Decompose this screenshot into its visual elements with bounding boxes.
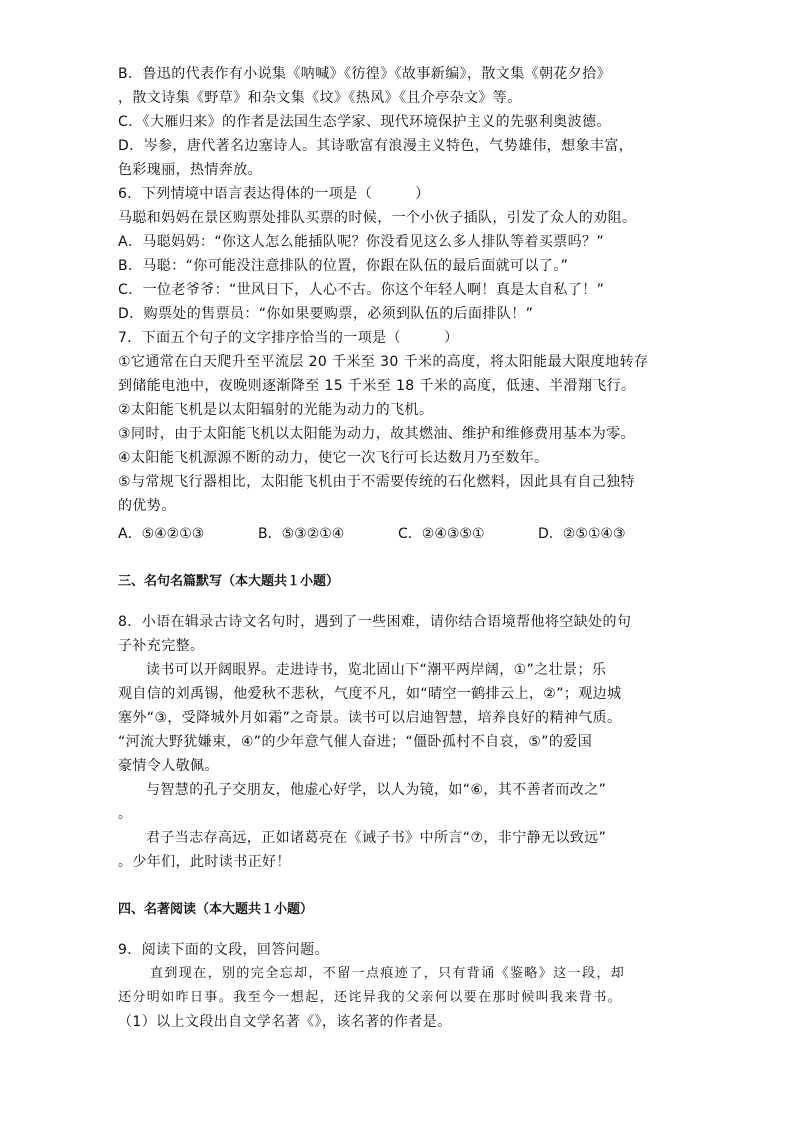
- question-7: [118, 326, 678, 546]
- q5-option-d-line1: D．岑参，唐代著名边塞诗人。其诗歌富有浪漫主义特色，气势雄伟，想象丰富，: [118, 138, 634, 154]
- q6-stem: 6．下列情境中语言表达得体的一项是（ ）: [118, 186, 430, 202]
- q7-sentence-1a: ①它通常在白天爬升至平流层 20 千米至 30 千米的高度，将太阳能最大限度地转存: [118, 354, 649, 370]
- q8-stem-line2: 子补充完整。: [118, 638, 205, 654]
- section-4-heading: 四、名著阅读（本大题共１小题）: [118, 902, 314, 917]
- q7-choice-b: B．⑤③②①④: [258, 526, 345, 542]
- q5-option-b-line1: B．鲁迅的代表作有小说集《呐喊》《彷徨》《故事新编》，散文集《朝花夕拾》: [118, 66, 612, 82]
- q9-stem: 9．阅读下面的文段，回答问题。: [118, 942, 329, 958]
- q6-option-a: A．马聪妈妈：“你这人怎么能插队呢？你没看见这么多人排队等着买票吗？”: [118, 234, 605, 250]
- q7-sentence-4: ④太阳能飞机源源不断的动力，使它一次飞行可长达数月乃至数年。: [118, 450, 549, 466]
- q7-sentence-1b: 到储能电池中，夜晚则逐渐降至 15 千米至 18 千米的高度，低速、半滑翔飞行。: [118, 378, 636, 394]
- q8-para1-line4: “河流大野犹嫌束，④”的少年意气催人奋进；“僵卧孤村不自哀，⑤”的爱国: [118, 734, 593, 750]
- q7-sentence-3: ③同时，由于太阳能飞机以太阳能为动力，故其燃油、维护和维修费用基本为零。: [118, 426, 635, 442]
- q9-excerpt-line1: 直到现在，别的完全忘却，不留一点痕迹了，只有背诵《鉴略》这一段，却: [150, 966, 626, 981]
- q8-para3-line1: 君子当志存高远，正如诸葛亮在《诫子书》中所言“⑦，非宁静无以致远”: [146, 830, 607, 846]
- q7-choice-c: C．②④③⑤①: [398, 526, 485, 542]
- q5-option-d-line2: 色彩瑰丽，热情奔放。: [118, 162, 262, 178]
- q6-option-b: B．马聪：“你可能没注意排队的位置，你跟在队伍的最后面就可以了。”: [118, 258, 569, 274]
- q7-sentence-5b: 的优势。: [118, 498, 176, 514]
- q5-option-c: C．《大雁归来》的作者是法国生态学家、现代环境保护主义的先驱利奥波德。: [118, 114, 611, 130]
- q7-choices: [118, 522, 678, 546]
- question-6: [118, 182, 678, 326]
- q8-para2-line2: 。: [118, 806, 133, 822]
- exam-page: [118, 62, 678, 1034]
- q8-para1-line5: 豪情令人敬佩。: [118, 758, 219, 774]
- q8-para1-line3: 塞外“③，受降城外月如霜”之奇景。读书可以启迪智慧，培养良好的精神气质。: [118, 710, 622, 726]
- q8-para1-line1: 读书可以开阔眼界。走进诗书，览北固山下“潮平两岸阔，①”之壮景；乐: [146, 662, 607, 678]
- q5-options: [118, 62, 678, 182]
- section-3: [118, 570, 678, 874]
- q8-para2-line1: 与智慧的孔子交朋友，他虚心好学，以人为镜，如“⑥，其不善者而改之”: [146, 782, 607, 798]
- q6-context: 马聪和妈妈在景区购票处排队买票的时候，一个小伙子插队，引发了众人的劝阻。: [118, 210, 637, 226]
- q7-sentence-5a: ⑤与常规飞行器相比，太阳能飞机由于不需要传统的石化燃料，因此具有自己独特: [118, 474, 635, 490]
- q5-option-b-line2: ，散文诗集《野草》和杂文集《坟》《热风》《且介亭杂文》等。: [118, 90, 522, 106]
- q8-stem-line1: 8．小语在辑录古诗文名句时，遇到了一些困难，请你结合语境帮他将空缺处的句: [118, 614, 632, 630]
- q7-choice-a: A．⑤④②①③: [118, 526, 205, 542]
- section-4: [118, 898, 678, 1034]
- section-3-heading: 三、名句名篇默写（本大题共１小题）: [118, 574, 340, 589]
- q6-option-c: C．一位老爷爷：“世风日下，人心不古。你这个年轻人啊！真是太自私了！”: [118, 282, 605, 298]
- q6-option-d: D．购票处的售票员：“你如果要购票，必须到队伍的后面排队！”: [118, 306, 534, 322]
- q9-excerpt-line2: 还分明如昨日事。我至今一想起，还诧异我的父亲何以要在那时候叫我来背书。: [118, 990, 623, 1005]
- q8-para1-line2: 观自信的刘禹锡，他爱秋不悲秋，气度不凡，如“晴空一鹤排云上，②”；观边城: [118, 686, 622, 702]
- q9-sub-question-1: （1）以上文段出自文学名著《》，该名著的作者是。: [118, 1014, 452, 1030]
- q8-para3-line2: 。少年们，此时读书正好！: [118, 854, 291, 870]
- q7-choice-d: D．②⑤①④③: [538, 526, 626, 542]
- q7-sentence-2: ②太阳能飞机是以太阳辐射的光能为动力的飞机。: [118, 402, 434, 418]
- q7-stem: 7．下面五个句子的文字排序恰当的一项是（ ）: [118, 330, 459, 346]
